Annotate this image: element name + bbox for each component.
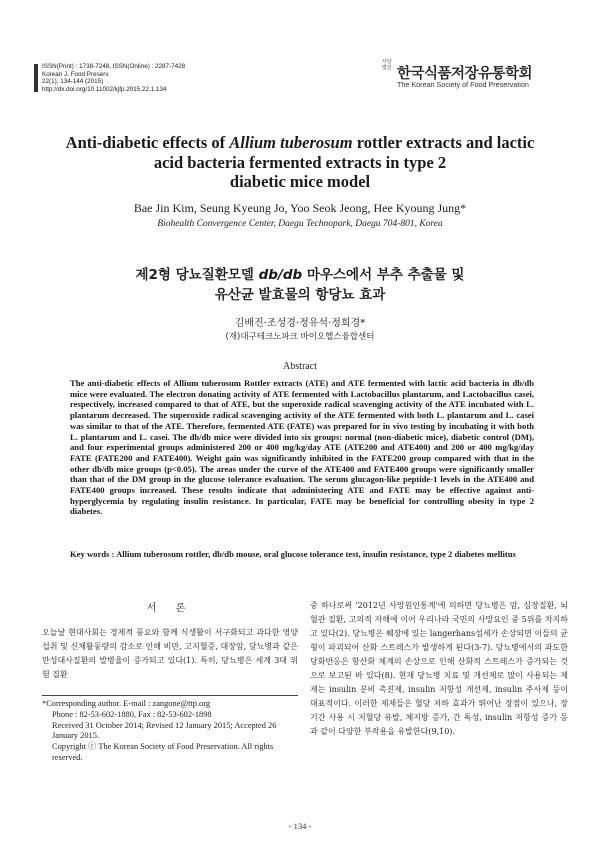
page-number: - 134 -	[288, 821, 312, 831]
journal-meta	[42, 63, 302, 93]
intro-left-column: 오늘날 현대사회는 경제적 풍요와 함께 식생활이 서구화되고 과다한 영양 섭취 및 신체활동량의 감소로 인해 비만, 고지혈증, 대장암, 당뇨병과 같은 만성대사질환의 발병율이 증가되고 있다(1). 특히, 당뇨병은 세계 3대 위험 질환	[42, 628, 298, 679]
society-mark: 사단법인	[382, 59, 392, 71]
title-species: Allium tuberosum	[229, 133, 353, 152]
abstract-text: The anti-diabetic effects of Allium tuberosum Rottler extracts (ATE) and ATE fermented with lactic acid bacteria in db/db mice were evaluated. The electron donating activity of ATE fermented with Lactobacillus plantarum, and Lactobacillus casei, respectively, increased compared to that of ATE, but the superoxide radical scavenging activity of the ATE incubated with L. plantarum decreased. The superoxide radical scavenging activity of the ATE fermented with both L. plantarum and L. casei was similar to that of the ATE. Therefore, fermented ATE (FATE) was prepared for in vivo testing by incubating it with both L. plantarum and L. casei. The db/db mice were divided into six groups: normal (non-diabetic mice), diabetic control (DM), and four experimental groups administered 200 or 400 mg/kg/day ATE (ATE200 and ATE400) and 200 or 400 mg/kg/day FATE (FATE200 and FATE400). Weight gain was significantly inhibited in the FATE200 group compared with that in the other db/db mice groups (p<0.05). The areas under the curve of the ATE400 and FATE400 groups were significantly smaller than that of the DM group in the glucose tolerance evaluation. The serum glucagon-like peptide-1 levels in the ATE400 and FATE400 groups increased. These results indicate that administering ATE and FATE may be effective against anti-hyperglycemia by regulating insulin resistance. In particular, FATE may be beneficial for controlling obesity in type 2 diabetes.	[70, 378, 534, 517]
received-dates: Received 31 October 2014; Revised 12 January 2015; Accepted 26 January 2015.	[52, 720, 277, 741]
korean-title-line1: 제2형 당뇨질환모델 db/db 마우스에서 부추 추출물 및	[135, 267, 465, 283]
footnote-rule	[42, 695, 298, 696]
authors: Bae Jin Kim, Seung Kyeung Jo, Yoo Seok Jeong, Hee Kyoung Jung*	[133, 201, 467, 215]
society-logo	[382, 60, 572, 92]
journal-name: Korean J. Food Preserv.	[42, 70, 110, 78]
footnote	[42, 695, 298, 764]
doi-link[interactable]: http://dx.doi.org/10.11002/kjfp.2015.22.1.134	[42, 85, 167, 93]
intro-right-column: 중 하나로써 '2012년 사망원인통계'에 의하면 당뇨병은 암, 심장질환, 뇌혈관 질환, 고의적 자해에 이어 우리나라 국민의 사망요인 중 5위를 차지하고 있다(2). 당뇨병은 췌장에 있는 langerhans섬세가 손상되면 이들의 균형이 파괴되어 산화 스트레스가 발생하게 된다(3-7). 당뇨병에서의 과도한 당화반응은 항산화 체계의 손상으로 인해 산화적 스트레스가 증가되는 것으로 보고된 바 있다(8). 현재 당뇨병 치료 및 개선제로 많이 사용되는 제제는 insulin 분비 촉진제, insulin 저항성 개선제, insulin 주사제 등이 대표적이다. 이러한 제제들은 혈당 저하 효과가 뛰어난 장점이 있으나, 장기간 사용 시 저혈당 유발, 체지방 증가, 간 독성, insulin 저항성 증가 등과 같이 다양한 부작용을 유발한다(9,10).	[310, 601, 568, 736]
meta-bar	[34, 64, 38, 92]
korean-authors: 김배진·조성경·정유석·정희경*	[234, 318, 366, 329]
phone-fax: Phone : 82-53-602-1880, Fax : 82-53-602-1898	[52, 709, 212, 719]
keywords	[70, 549, 534, 560]
korean-title	[40, 265, 560, 305]
abstract-heading: Abstract	[283, 361, 317, 372]
issn-line: ISSN(Print) : 1738-7248, ISSN(Online) : 2287-7428	[42, 63, 186, 70]
korean-affiliation: (재)대구테크노파크 바이오헬스융합센터	[225, 332, 375, 342]
keywords-text: Allium tuberosum rottler, db/db mouse, oral glucose tolerance test, insulin resistance, type 2 diabetes mellitus	[114, 549, 516, 559]
title-part1: Anti-diabetic effects of	[65, 133, 230, 152]
intro-heading: 서 론	[146, 603, 194, 614]
affiliation: Biohealth Convergence Center, Daegu Technopark, Daegu 704-801, Korea	[157, 219, 443, 229]
paper-title	[40, 133, 560, 192]
title-line2: acid bacteria fermented extracts in type 2	[153, 152, 447, 172]
corresponding-author: *Corresponding author. E-mail : zangone@ttp.org	[42, 699, 211, 708]
keywords-label: Key words :	[70, 549, 115, 559]
title-line3: diabetic mice model	[229, 172, 371, 191]
copyright: Copyright ⓒ The Korean Society of Food Preservation. All rights reserved.	[52, 742, 274, 762]
journal-volume: 22(1), 134-144 (2015)	[42, 78, 104, 86]
korean-title-line2: 유산균 발효물의 항당뇨 효과	[214, 287, 386, 303]
society-korean-name: 한국식품저장유통학회	[397, 66, 533, 82]
society-english-name: The Korean Society of Food Preservation	[397, 80, 529, 89]
title-part2: rottler extracts and lactic	[352, 133, 535, 152]
